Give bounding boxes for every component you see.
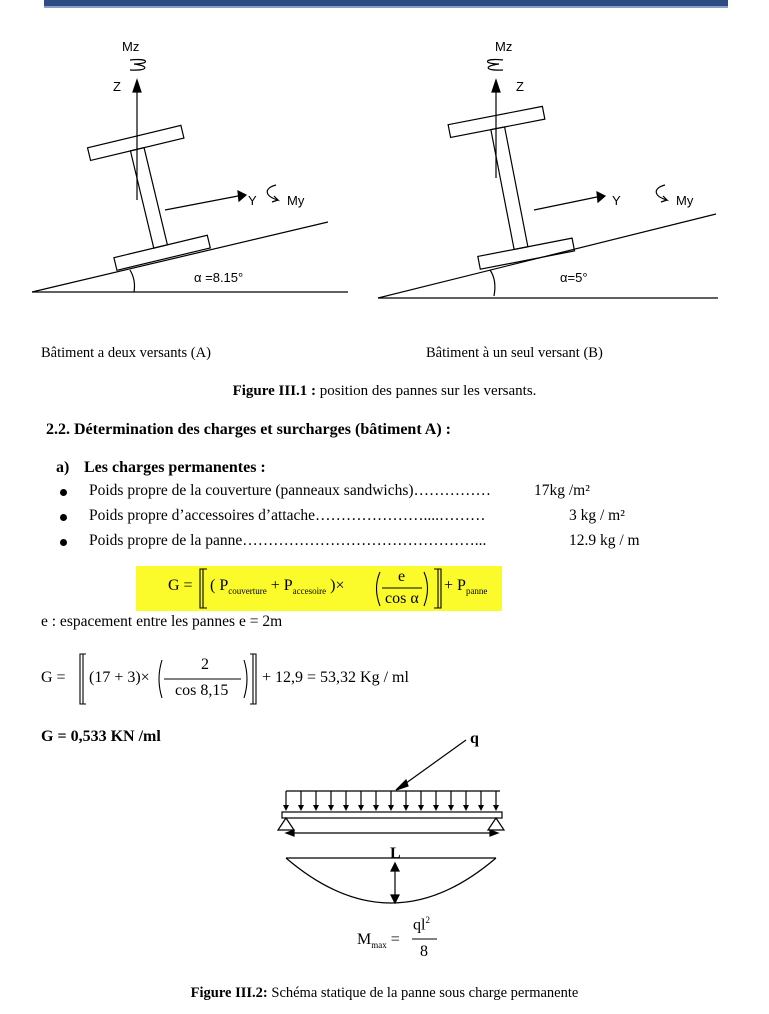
left-support-icon: [278, 818, 294, 830]
subsection-title: [56, 459, 266, 477]
subsection-text: Les charges permanentes :: [84, 459, 266, 476]
formula-2-denominator: cos 8,15: [175, 682, 229, 699]
span-l-label: L: [390, 845, 401, 862]
list-item: [60, 482, 680, 507]
formula-1-couverture: couverture: [228, 586, 267, 596]
right-z-arrow: [492, 80, 500, 92]
mmax-sub: max: [371, 940, 387, 950]
right-z-label: Z: [516, 79, 524, 94]
mmax-num: ql: [413, 916, 426, 934]
list-item-label: Poids propre d’accessoires d’attache…………………....………: [89, 507, 486, 524]
right-y-axis: [534, 197, 597, 210]
right-my-label: My: [676, 193, 694, 208]
mmax-fraction-bar: [412, 938, 438, 940]
list-item-value: 17kg /m²: [534, 482, 590, 499]
right-purlin-diagram: [378, 60, 718, 298]
load-arrowheads: [283, 805, 499, 811]
formula-1-body: ( $P_{couverture} + P_{accesoire}$ )×: [210, 577, 345, 596]
permanent-loads-list: [60, 482, 680, 557]
q-label: q: [470, 730, 479, 747]
formula-2-tail: + 12,9 = 53,32 Kg / ml: [262, 669, 409, 686]
list-item-value: 12.9 kg / m: [569, 532, 640, 549]
subsection-letter: a): [56, 459, 70, 476]
list-item-label: Poids propre de la panne………………………………………...: [89, 532, 487, 549]
right-alpha-label: α=5°: [560, 270, 588, 285]
q-pointer-line: [402, 740, 466, 786]
formula-2-numerator: 2: [201, 656, 209, 673]
right-building-caption: Bâtiment à un seul versant (B): [426, 345, 603, 361]
figure-2-text: Schéma statique de la panne sous charge permanente: [267, 985, 579, 1001]
formula-1-p3: P: [457, 577, 466, 594]
list-item: [60, 507, 680, 532]
beam-diagram: [270, 730, 520, 910]
left-my-moment-icon: [267, 185, 278, 202]
right-y-arrow: [597, 192, 605, 202]
formula-2-inner: (17 + 3)×: [89, 669, 150, 686]
right-mz-moment-icon: [487, 60, 503, 71]
bullet-icon: [60, 514, 67, 521]
spacing-text: e : espacement entre les pannes e = 2m: [41, 613, 283, 630]
left-y-axis: [165, 196, 238, 210]
left-angle-arc: [130, 270, 135, 292]
formula-1-tail: + $P_{panne}$: [444, 577, 488, 596]
section-title: 2.2. Détermination des charges et surcharges (bâtiment A) :: [46, 421, 451, 438]
right-i-section: [448, 106, 574, 270]
figure-2-number: Figure III.2:: [190, 985, 268, 1001]
moment-max-arrow-top: [391, 863, 399, 871]
formula-1-times: ×: [335, 577, 345, 594]
beam: [282, 812, 502, 818]
left-building-caption: Bâtiment a deux versants (A): [41, 345, 211, 361]
left-y-label: Y: [248, 193, 257, 208]
mmax-numerator: [413, 915, 430, 934]
figure-1-text: position des pannes sur les versants.: [316, 383, 537, 399]
list-item-label: Poids propre de la couverture (panneaux sandwichs)……………: [89, 482, 492, 499]
bullet-icon: [60, 539, 67, 546]
formula-1-accesoire: accesoire: [292, 586, 327, 596]
list-item-value: 3 kg / m²: [569, 507, 625, 524]
q-pointer-arrow: [396, 780, 408, 790]
left-my-label: My: [287, 193, 305, 208]
right-mz-label: Mz: [495, 39, 513, 54]
figure-1-number: Figure III.1 :: [232, 383, 317, 399]
right-angle-arc: [490, 270, 495, 296]
left-i-section: [88, 125, 211, 270]
result-g: G = 0,533 KN /ml: [41, 728, 161, 745]
mmax-label: [357, 931, 400, 950]
left-mz-label: Mz: [122, 39, 140, 54]
formula-1-numerator: e: [398, 568, 406, 585]
formula-2-g: G =: [41, 669, 66, 686]
left-mz-moment-icon: [130, 60, 146, 71]
formula-1-g: G =: [168, 577, 193, 594]
list-item: [60, 532, 680, 557]
left-alpha-label: α =8.15°: [194, 270, 244, 285]
span-left-arrow: [286, 830, 294, 836]
bullet-icon: [60, 489, 67, 496]
mmax-m: M: [357, 931, 372, 948]
mmax-exp: 2: [425, 915, 430, 925]
right-support-icon: [488, 818, 504, 830]
formula-1-denominator: cos α: [385, 590, 419, 607]
span-right-arrow: [490, 830, 498, 836]
left-slope-line: [32, 222, 328, 292]
formula-1-p2: P: [283, 577, 293, 594]
right-y-label: Y: [612, 193, 621, 208]
left-purlin-diagram: [32, 60, 348, 292]
right-my-moment-icon: [656, 185, 667, 202]
formula-1-panne: panne: [465, 586, 488, 596]
figure-2-caption: [0, 985, 769, 1002]
left-y-arrow: [238, 191, 246, 201]
formula-1-plus: +: [270, 577, 280, 594]
mmax-denominator: 8: [420, 943, 428, 960]
formula-1-p: P: [219, 577, 229, 594]
mmax-eq: =: [390, 931, 400, 948]
figure-1-caption: [0, 383, 769, 400]
left-z-label: Z: [113, 79, 121, 94]
purlin-diagram: [0, 0, 769, 310]
left-z-arrow: [133, 80, 141, 92]
moment-max-arrow-bottom: [391, 895, 399, 903]
